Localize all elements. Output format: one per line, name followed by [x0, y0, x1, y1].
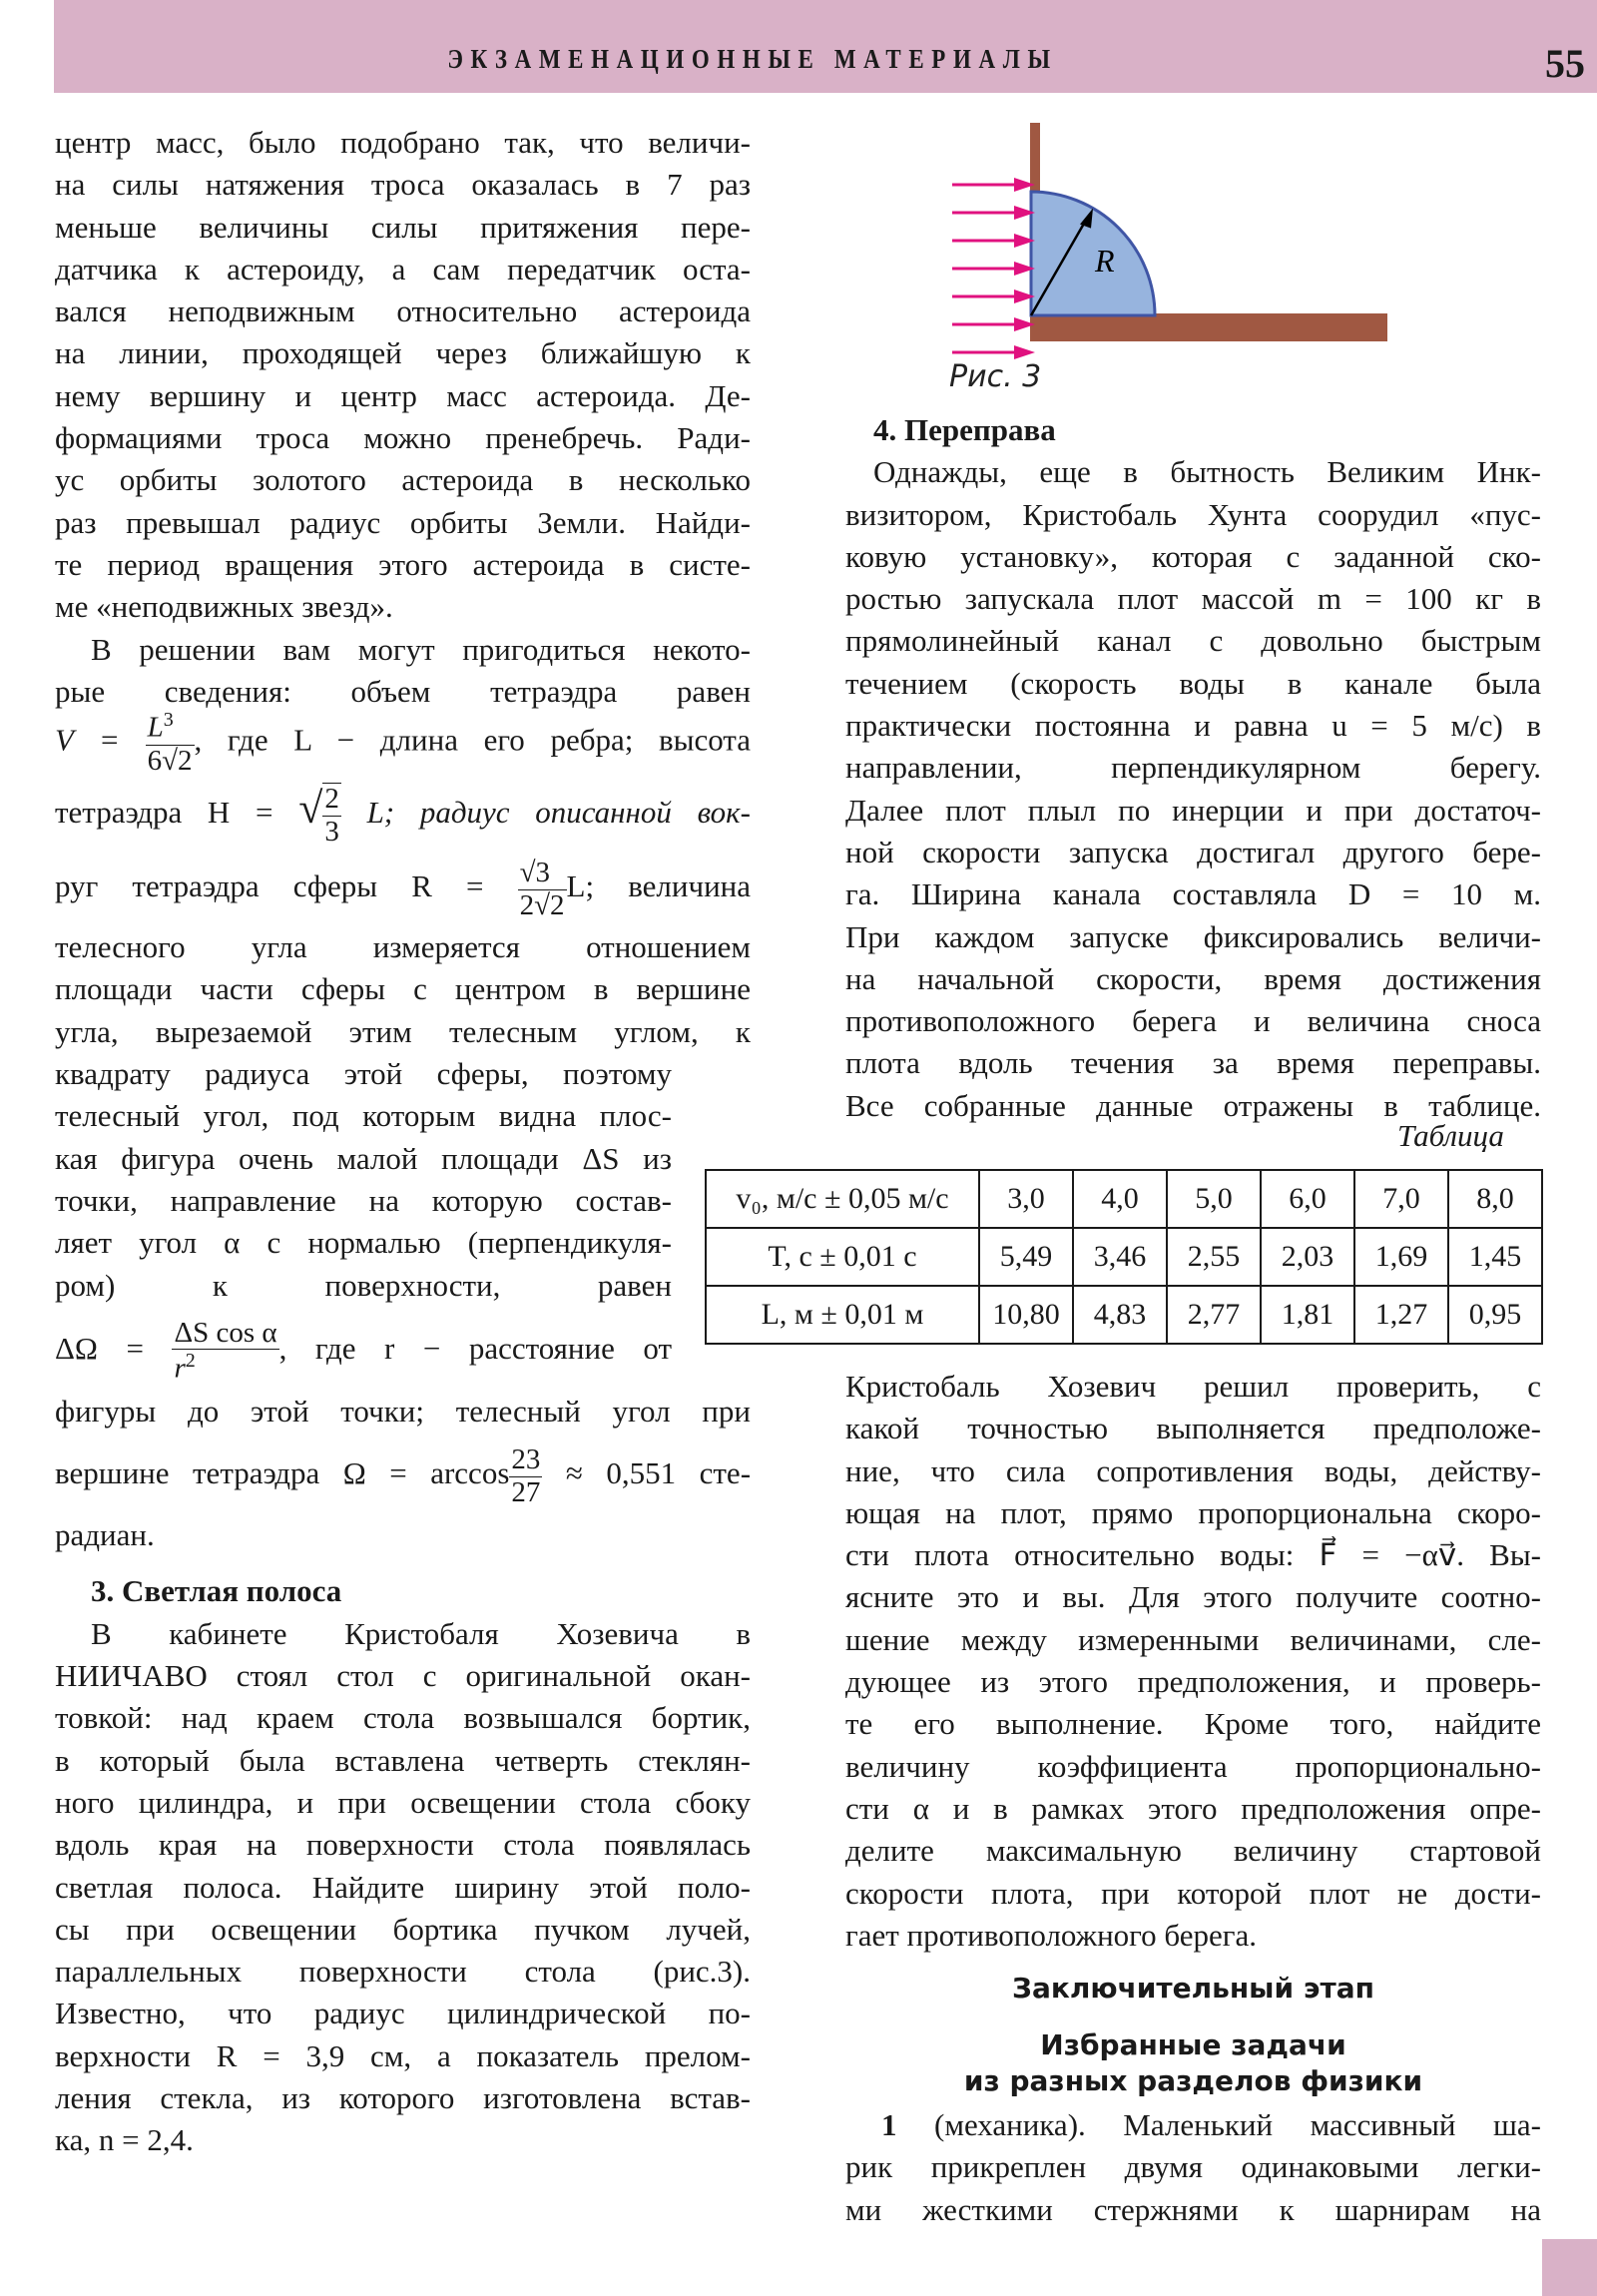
right-column-continued [845, 1366, 1541, 1957]
figure-3-caption: Рис. 3 [949, 359, 1042, 394]
text-line: меньше величины силы притяжения пере- [55, 209, 751, 245]
formula-height-rest: L; радиус описанной вок- [366, 795, 752, 831]
text-line: направлении, перпендикулярном берегу. [845, 750, 1541, 786]
light-ray-arrowhead-icon [1014, 345, 1035, 359]
formula-dOmega-exp: 2 [185, 1350, 196, 1373]
text-line: те период вращения этого астероида в систе- [55, 546, 751, 582]
text-line: квадрату радиуса этой сферы, поэтому [55, 1056, 672, 1092]
formula-volume-den: 6√2 [147, 744, 193, 777]
text-line: формациями троса можно пренебречь. Ради- [55, 420, 751, 456]
text-line: сы при освещении бортика пучком лучей, [55, 1911, 751, 1947]
text-line: НИИЧАВО стоял стол с оригинальной окан- [55, 1658, 751, 1694]
table-surface [1030, 313, 1387, 341]
formula-height-fraction [322, 783, 341, 849]
table-cell: 3,0 [979, 1170, 1073, 1228]
row-header: T, с ± 0,01 с [706, 1228, 979, 1286]
text-line: площади части сферы с центром в вершине [55, 971, 751, 1007]
text-line: ления стекла, из которого изготовлена встав- [55, 2079, 751, 2115]
table-cell: 1,81 [1261, 1286, 1354, 1344]
table-cell: 1,27 [1354, 1286, 1448, 1344]
formula-radius-line [55, 847, 751, 926]
text-line: га. Ширина канала составляла D = 10 м. [845, 876, 1541, 912]
text-line: рые сведения: объем тетраэдра равен [55, 673, 751, 709]
text-line: В решении вам могут пригодиться некото- [91, 631, 751, 667]
text-line: ус орбиты золотого астероида в несколько [55, 462, 751, 498]
formula-omega-fraction [509, 1444, 542, 1509]
formula-dOmega-num: ΔS cos α [174, 1316, 277, 1349]
text-line: на силы натяжения троса оказалась в 7 раз [55, 167, 751, 203]
radius-label: R [1095, 243, 1115, 279]
formula-volume-lhs: V = [55, 722, 120, 758]
formula-radius-fraction [518, 858, 567, 922]
table-cell: 4,0 [1073, 1170, 1167, 1228]
formula-volume-line [55, 709, 751, 777]
text-line: точки, направление на которую состав- [55, 1182, 672, 1218]
text-line: Кристобаль Хозевич решил проверить, с [845, 1369, 1541, 1404]
formula-dOmega-lhs: ΔΩ = [55, 1330, 144, 1366]
right-column [845, 409, 1541, 1127]
text-line: рик прикреплен двумя одинаковыми легки- [845, 2149, 1541, 2185]
table-cell: 2,55 [1167, 1228, 1261, 1286]
table-cell: 1,45 [1448, 1228, 1542, 1286]
text-line: Однажды, еще в бытность Великим Инк- [873, 454, 1541, 490]
text-line: кая фигура очень малой площади ΔS из [55, 1140, 672, 1176]
text-line: ковую установку», которая с заданной ско- [845, 538, 1541, 574]
page-corner-tab [1542, 2239, 1597, 2296]
table-row [706, 1286, 1542, 1344]
problem-4-question [845, 1366, 1541, 1957]
text-line: ющая на плот, прямо пропорциональна скоро- [845, 1494, 1541, 1530]
text-line: Все собранные данные отражены в таблице. [845, 1087, 1541, 1123]
formula-height-num: 2 [324, 783, 339, 816]
text-line: нему вершину и центр масс астероида. Де- [55, 377, 751, 413]
running-header [54, 0, 1597, 93]
formula-omega-rest: ≈ 0,551 сте- [565, 1455, 752, 1491]
formula-volume-exp: 3 [163, 709, 174, 732]
text-line: радиан. [55, 1517, 155, 1553]
table-cell: 4,83 [1073, 1286, 1167, 1344]
table-cell: 5,0 [1167, 1170, 1261, 1228]
text-line: фигуры до этой точки; телесный угол при [55, 1393, 751, 1429]
formula-dOmega-fraction [172, 1318, 278, 1386]
text-line: скорости плота, при которой плот не дости- [845, 1875, 1541, 1911]
text-line: датчика к астероиду, а сам передатчик оста- [55, 251, 751, 287]
text-line: вался неподвижным относительно астероида [55, 293, 751, 329]
formula-height-den: 3 [324, 816, 339, 849]
text-line: Известно, что радиус цилиндрической по- [55, 1996, 751, 2031]
table-cell: 8,0 [1448, 1170, 1542, 1228]
formula-radius-pre: руг тетраэдра сферы R = [55, 868, 484, 904]
text-line: центр масс, было подобрано так, что величи- [55, 125, 751, 160]
text-line: течением (скорость воды в канале была [845, 665, 1541, 701]
formula-omega-line [55, 1433, 751, 1514]
text-line: При каждом запуске фиксировались величи- [845, 918, 1541, 954]
table-cell: 1,69 [1354, 1228, 1448, 1286]
page-number: 55 [1545, 41, 1585, 86]
table-cell: 2,77 [1167, 1286, 1261, 1344]
table-cell: 7,0 [1354, 1170, 1448, 1228]
text-line: ясните это и вы. Для этого получите соотно- [845, 1579, 1541, 1615]
text-line: ляет угол α с нормалью (перпендикуля- [55, 1225, 672, 1261]
left-column [55, 122, 751, 2162]
text-line: верхности R = 3,9 см, а показатель прелом- [55, 2037, 751, 2073]
text-line: противоположного берега и величина сноса [845, 1003, 1541, 1039]
text-line: практически постоянна и равна u = 5 м/с) в [845, 708, 1541, 744]
text-line: ми жесткими стержнями к шарнирам на [845, 2191, 1541, 2227]
formula-dOmega-rest: , где r − расстояние от [278, 1330, 672, 1366]
section-heading-final-stage: Заключительный этап [1012, 1972, 1374, 2005]
table-row [706, 1170, 1542, 1228]
text-line: ром) к поверхности, равен [55, 1267, 672, 1303]
formula-dOmega-line [55, 1307, 672, 1391]
text-line: плота вдоль течения за время переправы. [845, 1045, 1541, 1081]
text-line: ние, что сила сопротивления воды, действу- [845, 1452, 1541, 1488]
problem-4-text [845, 451, 1541, 1127]
table-cell: 0,95 [1448, 1286, 1542, 1344]
running-header-title: ЭКЗАМЕНАЦИОННЫЕ МАТЕРИАЛЫ [447, 44, 1058, 74]
formula-omega-num: 23 [511, 1442, 541, 1475]
text-line: угла, вырезаемой этим телесным углом, к [55, 1013, 751, 1049]
text-line: ной скорости запуска достигал другого бере- [845, 834, 1541, 869]
text-line: сти α и в рамках этого предположения опре- [845, 1790, 1541, 1826]
text-line: светлая полоса. Найдите ширину этой поло- [55, 1869, 751, 1905]
text-line: в который была вставлена четверть стеклян- [55, 1742, 751, 1778]
formula-height-line [55, 771, 751, 847]
paragraph-hints [55, 629, 751, 714]
data-table [705, 1169, 1543, 1345]
text-line: прямолинейный канал с довольно быстрым [845, 623, 1541, 659]
text-line: какой точностью выполняется предположе- [845, 1411, 1541, 1446]
table-cell: 2,03 [1261, 1228, 1354, 1286]
text-line: параллельных поверхности стола (рис.3). [55, 1954, 751, 1990]
problem-3-text [55, 1613, 751, 2162]
glass-quarter-cylinder [1031, 192, 1155, 315]
paragraph-asteroid-end [55, 122, 751, 629]
text-line: телесный угол, под которым видна плос- [55, 1098, 672, 1134]
formula-volume-fraction [146, 709, 195, 777]
problem-1-text [845, 2104, 1541, 2231]
formula-radius-rest: L; величина [566, 868, 752, 904]
paragraph-solid-angle [55, 926, 751, 1307]
problem-1-number: 1 [881, 2107, 897, 2142]
formula-volume-rest: , где L − длина его ребра; высота [194, 722, 751, 758]
text-line: на начальной скорости, время достижения [845, 960, 1541, 996]
formula-height-pre: тетраэдра H = [55, 795, 273, 831]
text-line: дующее из этого предположения, и проверь- [845, 1664, 1541, 1700]
text-line: ного цилиндра, и при освещении стола сбоку [55, 1784, 751, 1820]
text-line: телесного угла измеряется отношением [55, 929, 751, 965]
text-line: раз превышал радиус орбиты Земли. Найди- [55, 504, 751, 540]
text-line: вдоль края на поверхности стола появлялась [55, 1827, 751, 1863]
row-header: L, м ± 0,01 м [706, 1286, 979, 1344]
sqrt-symbol-icon: √ [298, 784, 323, 834]
text-line: ростью запускала плот массой m = 100 кг в [845, 581, 1541, 617]
section-subheading-1: Избранные задачи [1040, 2028, 1346, 2061]
text-line: шение между измеренными величинами, сле- [845, 1621, 1541, 1657]
formula-radius-den: 2√2 [519, 888, 565, 921]
text-line: величину коэффициента пропорционально- [845, 1748, 1541, 1784]
text-line: делите максимальную величину стартовой [845, 1833, 1541, 1869]
text-line: Далее плот плыл по инерции и при достаточ- [845, 792, 1541, 828]
table-cell: 6,0 [1261, 1170, 1354, 1228]
table-cell: 10,80 [979, 1286, 1073, 1344]
text-line: сти плота относительно воды: F⃗ = −αv⃗. Вы- [845, 1537, 1541, 1573]
problem-1-first-text: (механика). Маленький массивный ша- [896, 2107, 1541, 2142]
problem-3-title: 3. Светлая полоса [91, 1573, 342, 1609]
formula-volume-num: L [147, 711, 164, 744]
problem-4-title: 4. Переправа [873, 412, 1056, 447]
formula-omega-den: 27 [511, 1475, 541, 1508]
table-cell: 5,49 [979, 1228, 1073, 1286]
section-subheading-2: из разных разделов физики [963, 2064, 1423, 2097]
row-header: v₀, м/с ± 0,05 м/с [706, 1170, 979, 1228]
table-cell: 3,46 [1073, 1228, 1167, 1286]
text-line: те его выполнение. Кроме того, найдите [845, 1706, 1541, 1742]
text-line: ка, n = 2,4. [55, 2122, 194, 2158]
formula-omega-pre: вершине тетраэдра Ω = arccos [55, 1455, 510, 1491]
formula-radius-num: √3 [518, 858, 567, 890]
text-line: визитором, Кристобаль Хунта соорудил «пус- [845, 496, 1541, 532]
text-line: товкой: над краем стола возвышался бортик, [55, 1700, 751, 1736]
text-line: В кабинете Кристобаля Хозевича в [91, 1615, 751, 1651]
problem-1-first-line [845, 2104, 1541, 2146]
table-caption: Таблица [1397, 1118, 1504, 1153]
text-line: гает противоположного берега. [845, 1917, 1257, 1953]
table-row [706, 1228, 1542, 1286]
text-line: на линии, проходящей через ближайшую к [55, 335, 751, 371]
text-line: ме «неподвижных звезд». [55, 589, 393, 625]
formula-dOmega-den: r [174, 1353, 186, 1386]
